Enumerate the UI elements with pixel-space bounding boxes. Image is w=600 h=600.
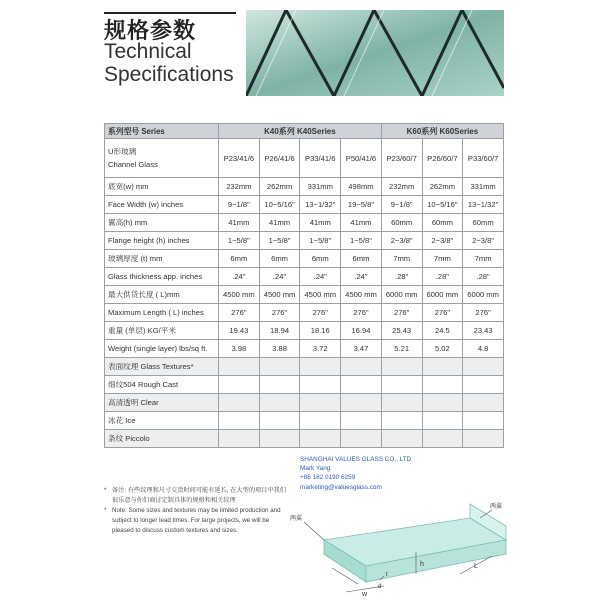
table-cell: 1−5/8" bbox=[219, 232, 260, 250]
table-cell bbox=[300, 358, 341, 376]
row-label: 冰花 Ice bbox=[105, 412, 219, 430]
table-cell: .28" bbox=[422, 268, 463, 286]
table-cell: 6mm bbox=[300, 250, 341, 268]
table-cell: 7mm bbox=[381, 250, 422, 268]
table-cell: 23.43 bbox=[463, 322, 504, 340]
series-header: 系列型号 Series bbox=[105, 124, 219, 139]
table-cell: 498mm bbox=[341, 178, 382, 196]
table-cell: 16.94 bbox=[341, 322, 382, 340]
row-label: Maximum Length ( L) inches bbox=[105, 304, 219, 322]
row-label-line1: U形玻璃 bbox=[108, 147, 137, 156]
table-row bbox=[105, 286, 504, 304]
table-cell: P23/41/6 bbox=[219, 139, 260, 178]
row-label: Weight (single layer) lbs/sq ft. bbox=[105, 340, 219, 358]
table-cell bbox=[219, 376, 260, 394]
table-row bbox=[105, 232, 504, 250]
table-cell: 276" bbox=[341, 304, 382, 322]
table-cell bbox=[341, 358, 382, 376]
table-cell: 4500 mm bbox=[300, 286, 341, 304]
table-cell: 1−5/8" bbox=[300, 232, 341, 250]
table-cell: 10−5/16" bbox=[259, 196, 300, 214]
table-cell: P23/60/7 bbox=[381, 139, 422, 178]
table-cell: 6mm bbox=[259, 250, 300, 268]
table-cell bbox=[463, 376, 504, 394]
table-cell: 4500 mm bbox=[219, 286, 260, 304]
table-cell: 232mm bbox=[219, 178, 260, 196]
note-en-text: Note: Some sizes and textures may be limited production and subject to longer lead times. For large projects, we will be pleased to discuss custom textures and sizes. bbox=[112, 507, 281, 534]
table-cell: 276" bbox=[422, 304, 463, 322]
table-cell: 3.72 bbox=[300, 340, 341, 358]
table-cell bbox=[219, 430, 260, 448]
table-cell: 1−5/8" bbox=[341, 232, 382, 250]
table-cell: 6000 mm bbox=[381, 286, 422, 304]
table-cell bbox=[381, 376, 422, 394]
table-row bbox=[105, 376, 504, 394]
row-label-line2: Channel Glass bbox=[108, 160, 158, 169]
table-row bbox=[105, 394, 504, 412]
table-cell: 19−5/8" bbox=[341, 196, 382, 214]
table-cell: 6000 mm bbox=[463, 286, 504, 304]
table-cell: 276" bbox=[463, 304, 504, 322]
table-row bbox=[105, 139, 504, 178]
table-cell bbox=[259, 394, 300, 412]
table-cell: 7mm bbox=[422, 250, 463, 268]
table-cell bbox=[259, 376, 300, 394]
table-cell: P33/41/6 bbox=[300, 139, 341, 178]
diagram-label-right: 两翼 bbox=[490, 504, 503, 510]
table-cell bbox=[422, 358, 463, 376]
row-label: Glass thickness app. inches bbox=[105, 268, 219, 286]
table-cell bbox=[219, 394, 260, 412]
spec-table bbox=[104, 123, 504, 448]
table-cell: 19.43 bbox=[219, 322, 260, 340]
table-row bbox=[105, 340, 504, 358]
table-cell: 9−1/8" bbox=[219, 196, 260, 214]
table-cell bbox=[219, 412, 260, 430]
table-row bbox=[105, 430, 504, 448]
table-cell: 3.47 bbox=[341, 340, 382, 358]
row-label: 翼高(h) mm bbox=[105, 214, 219, 232]
note-cn bbox=[104, 486, 290, 506]
table-cell: 6mm bbox=[341, 250, 382, 268]
glass-banner-image bbox=[246, 10, 504, 96]
table-cell: P50/41/6 bbox=[341, 139, 382, 178]
table-cell bbox=[422, 412, 463, 430]
dimension-h: h bbox=[420, 561, 424, 568]
table-cell bbox=[381, 430, 422, 448]
table-cell: 6mm bbox=[219, 250, 260, 268]
note-star: * bbox=[104, 507, 107, 514]
channel-glass-diagram bbox=[284, 496, 510, 600]
contact-phone: +86 182 0190 6259 bbox=[300, 474, 356, 482]
table-cell: 3.98 bbox=[219, 340, 260, 358]
table-cell: P26/60/7 bbox=[422, 139, 463, 178]
spec-table-body bbox=[105, 178, 504, 448]
page-title-en-line1: Technical bbox=[104, 40, 192, 63]
table-cell bbox=[422, 430, 463, 448]
table-cell: 2−3/8" bbox=[422, 232, 463, 250]
table-row bbox=[105, 196, 504, 214]
table-cell bbox=[422, 394, 463, 412]
table-row bbox=[105, 412, 504, 430]
k40-group-header: K40系列 K40Series bbox=[219, 124, 382, 139]
table-row bbox=[105, 178, 504, 196]
table-cell bbox=[341, 412, 382, 430]
table-cell: .24" bbox=[300, 268, 341, 286]
table-cell: 18.16 bbox=[300, 322, 341, 340]
table-cell: 276" bbox=[219, 304, 260, 322]
row-label: 条纹 Piccolo bbox=[105, 430, 219, 448]
table-cell: .24" bbox=[341, 268, 382, 286]
table-cell: 41mm bbox=[300, 214, 341, 232]
table-cell: 25.43 bbox=[381, 322, 422, 340]
table-cell: 13−1/32" bbox=[300, 196, 341, 214]
table-cell bbox=[341, 430, 382, 448]
table-cell bbox=[259, 430, 300, 448]
table-cell: 276" bbox=[300, 304, 341, 322]
k60-group-header: K60系列 K60Series bbox=[381, 124, 503, 139]
table-cell bbox=[341, 394, 382, 412]
table-cell: .24" bbox=[259, 268, 300, 286]
table-cell: P33/60/7 bbox=[463, 139, 504, 178]
table-cell: 41mm bbox=[259, 214, 300, 232]
table-cell: P26/41/6 bbox=[259, 139, 300, 178]
row-label: 底宽(w) mm bbox=[105, 178, 219, 196]
table-row bbox=[105, 304, 504, 322]
page-title-cn: 规格参数 bbox=[104, 18, 197, 43]
table-cell bbox=[463, 394, 504, 412]
table-cell: 4500 mm bbox=[259, 286, 300, 304]
table-cell: 60mm bbox=[463, 214, 504, 232]
table-cell: 60mm bbox=[422, 214, 463, 232]
table-cell: 10−5/16" bbox=[422, 196, 463, 214]
table-cell: 4.8 bbox=[463, 340, 504, 358]
table-cell bbox=[300, 376, 341, 394]
dimension-L: L bbox=[474, 563, 478, 570]
table-cell: .28" bbox=[381, 268, 422, 286]
table-cell: 262mm bbox=[422, 178, 463, 196]
notes-block bbox=[104, 486, 290, 536]
table-cell: 9−1/8" bbox=[381, 196, 422, 214]
table-cell bbox=[463, 358, 504, 376]
row-label: 最大供货长度 ( L)mm bbox=[105, 286, 219, 304]
note-cn-text: 备注: 有些纹理和尺寸交货时间可能有延长, 在大型的项目中我们很乐意与你们商讨定制具体的规格和相关纹理 bbox=[112, 487, 286, 504]
table-cell: .28" bbox=[463, 268, 504, 286]
table-row bbox=[105, 250, 504, 268]
table-cell bbox=[259, 412, 300, 430]
table-cell bbox=[381, 358, 422, 376]
row-label: 重量 (单层) KG/平米 bbox=[105, 322, 219, 340]
contact-email: marketing@valuesglass.com bbox=[300, 483, 382, 491]
row-label: 高清透明 Clear bbox=[105, 394, 219, 412]
contact-block bbox=[300, 455, 411, 492]
table-cell: 24.5 bbox=[422, 322, 463, 340]
table-cell: 2−3/8" bbox=[463, 232, 504, 250]
table-header-row bbox=[105, 124, 504, 139]
table-cell bbox=[259, 358, 300, 376]
table-cell: 7mm bbox=[463, 250, 504, 268]
row-label: 表面纹理 Glass Textures* bbox=[105, 358, 219, 376]
table-cell: 331mm bbox=[463, 178, 504, 196]
note-en bbox=[104, 506, 290, 536]
table-cell: 5.21 bbox=[381, 340, 422, 358]
table-cell: 4500 mm bbox=[341, 286, 382, 304]
table-cell: 276" bbox=[381, 304, 422, 322]
contact-name: Mark Yang bbox=[300, 465, 331, 473]
table-row bbox=[105, 268, 504, 286]
page-title-en-line2: Specifications bbox=[104, 63, 234, 86]
table-cell bbox=[300, 412, 341, 430]
table-cell: 276" bbox=[259, 304, 300, 322]
table-cell: 41mm bbox=[341, 214, 382, 232]
table-cell: 262mm bbox=[259, 178, 300, 196]
row-label: Flange height (h) inches bbox=[105, 232, 219, 250]
table-cell: 60mm bbox=[381, 214, 422, 232]
table-cell bbox=[463, 430, 504, 448]
table-row bbox=[105, 358, 504, 376]
table-cell bbox=[381, 394, 422, 412]
table-row bbox=[105, 214, 504, 232]
table-cell bbox=[219, 358, 260, 376]
row-label: 细纹504 Rough Cast bbox=[105, 376, 219, 394]
note-star: * bbox=[104, 487, 107, 494]
table-cell bbox=[341, 376, 382, 394]
table-cell: 3.88 bbox=[259, 340, 300, 358]
row-label: Face Width (w) inches bbox=[105, 196, 219, 214]
table-cell: 18.94 bbox=[259, 322, 300, 340]
table-cell: 232mm bbox=[381, 178, 422, 196]
row-label bbox=[105, 139, 219, 178]
row-label: 玻璃厚度 (t) mm bbox=[105, 250, 219, 268]
company-name: SHANGHAI VALUES GLASS CO., LTD bbox=[300, 456, 412, 463]
table-cell: 41mm bbox=[219, 214, 260, 232]
dimension-w: w bbox=[362, 591, 368, 598]
table-cell: 331mm bbox=[300, 178, 341, 196]
dimension-t: t bbox=[386, 572, 388, 578]
table-row bbox=[105, 322, 504, 340]
dimension-d: d bbox=[378, 584, 382, 590]
table-cell bbox=[381, 412, 422, 430]
table-cell: 1−5/8" bbox=[259, 232, 300, 250]
table-cell bbox=[300, 430, 341, 448]
diagram-label-left: 两翼 bbox=[290, 516, 303, 522]
table-cell: 5.02 bbox=[422, 340, 463, 358]
table-cell: .24" bbox=[219, 268, 260, 286]
table-cell: 13−1/32" bbox=[463, 196, 504, 214]
table-cell bbox=[300, 394, 341, 412]
table-cell: 6000 mm bbox=[422, 286, 463, 304]
table-cell: 2−3/8" bbox=[381, 232, 422, 250]
table-cell bbox=[422, 376, 463, 394]
table-cell bbox=[463, 412, 504, 430]
